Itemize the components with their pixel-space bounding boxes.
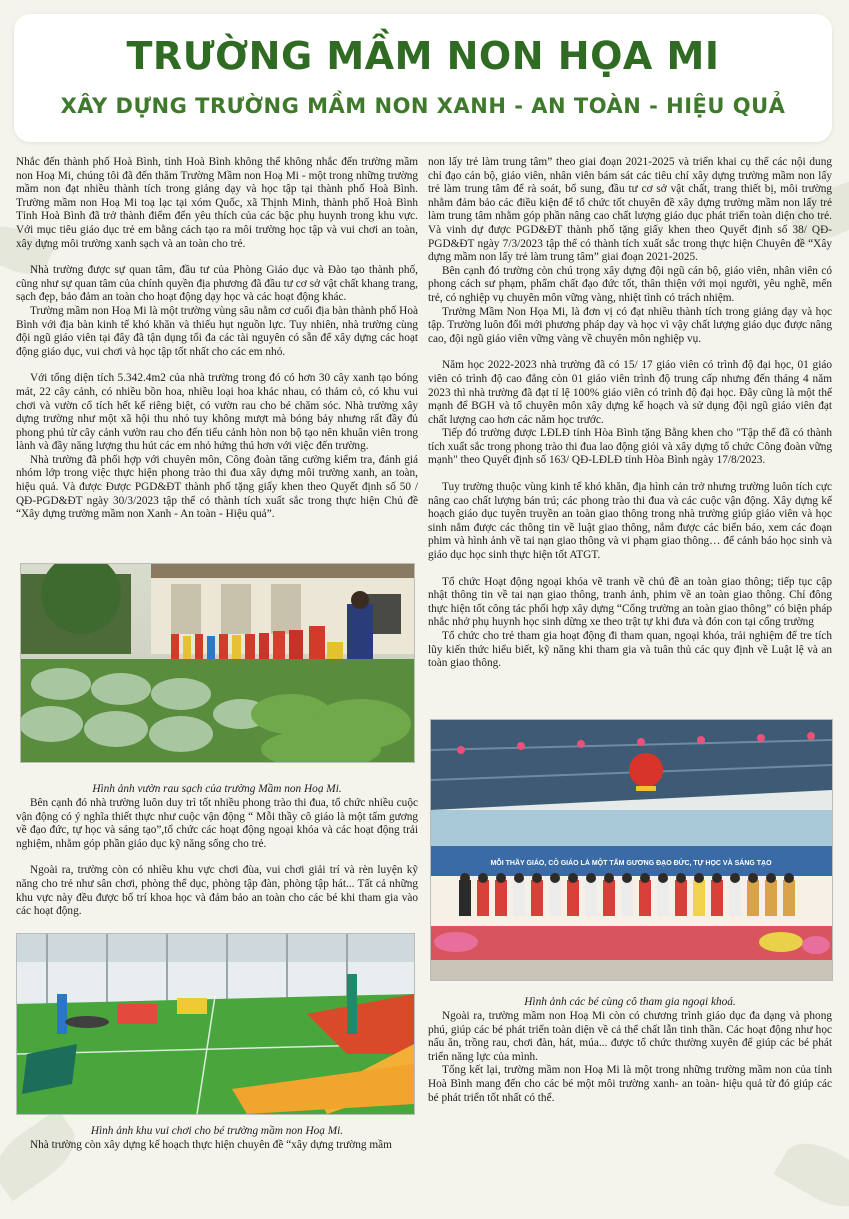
background-leaf bbox=[0, 1109, 86, 1202]
photo-caption: Hình ảnh các bé cùng cô tham gia ngoại khoá. bbox=[524, 996, 736, 1008]
left-column-bottom bbox=[16, 1139, 418, 1153]
left-column-middle bbox=[16, 797, 418, 919]
event-photo bbox=[430, 719, 833, 981]
paragraph: Với tổng diện tích 5.342.4m2 của nhà trường trong đó có hơn 30 cây xanh tạo bóng mát, 22 cây cảnh, có nhiều bồn hoa, nhiều loại hoa khác nhau, có thảm cỏ, có khu vui chơi và vườn cổ tích hết kế riêng biệt, có vườn rau cho bé chăm sóc. Nhà trường xây dựng trường như một xã hội thu nhỏ tuy không mượt mà bóng bảy nhưng rất đầy đủ phong phú từ cây cảnh vườn rau cho đến tiểu cảnh hòn non bộ tạo nên khuân viên trong lành và đầy năng lượng thu hút các em nhỏ hứng thú hơn với việc đến trường. bbox=[16, 372, 418, 453]
paragraph: Ngoài ra, trường còn có nhiều khu vực chơi đùa, vui chơi giải trí và rèn luyện kỹ năng cho trẻ như sân chơi, phòng thể dục, phòng tập đàn, phòng tập hát... Tất cả những khu vực này đều được bố trí khoa học và đảm bảo an toàn cho các bé khi tham gia vào các hoạt động. bbox=[16, 864, 418, 918]
right-column-bottom bbox=[428, 1010, 832, 1105]
left-column-top bbox=[16, 156, 418, 522]
page-subtitle: XÂY DỰNG TRƯỜNG MẦM NON XANH - AN TOÀN - HIỆU QUẢ bbox=[60, 94, 786, 118]
paragraph: Năm học 2022-2023 nhà trường đã có 15/ 17 giáo viên có trình độ đại học, 01 giáo viên có trình độ cao đẳng còn 01 giáo viên trình độ trung cấp nhưng đến tháng 4 năm 2023 thì nhà trường đã đạt tỉ lệ 100% giáo viên có trình độ đại học. Đây cũng là một thế mạnh để BGH và tổ chuyên môn xây dựng kế hoạch và sử dụng đội ngũ giáo viên đạt chất lượng cao hơn các năm học trước. bbox=[428, 359, 832, 426]
paragraph: Ngoài ra, trường mầm non Hoạ Mi còn có chương trình giáo dục đa dạng và phong phú, giúp các bé phát triển toàn diện về cả thể chất lẫn tinh thần. Các hoạt động như học nấu ăn, trồng rau, chơi đàn, hát, múa... được tổ chức thường xuyên để giúp các bé phát triển năng lực của mình. bbox=[428, 1010, 832, 1063]
paragraph: Nhà trường còn xây dựng kế hoạch thực hiện chuyên đề “xây dựng trường mầm bbox=[30, 1139, 392, 1151]
event-banner-text: MỖI THẦY GIÁO, CÔ GIÁO LÀ MỘT TẤM GƯƠNG ĐẠO ĐỨC, TỰ HỌC VÀ SÁNG TẠO bbox=[490, 860, 772, 867]
background-leaf bbox=[774, 1131, 849, 1219]
garden-photo bbox=[20, 563, 415, 763]
paragraph: Bên cạnh đó trường còn chú trọng xây dựng đội ngũ cán bộ, giáo viên, nhân viên có phong cách sư phạm, phẩm chất đạo đức tốt, thân thiện với mọi người, yêu nghề, mến trẻ, có nghiệp vụ chuyên môn vững vàng, nhiệt tình có trách nhiệm. bbox=[428, 264, 832, 304]
paragraph: Tiếp đó trường được LĐLĐ tỉnh Hòa Bình tặng Bằng khen cho "Tập thể đã có thành tích xuất sắc trong phong trào thi đua lao động giỏi và xây dựng tổ chức Công đoàn vững mạnh" theo Quyết định số 163/ QĐ-LĐLĐ tỉnh Hòa Bình ngày 17/8/2023. bbox=[428, 427, 832, 467]
paragraph: Nhà trường đã phối hợp với chuyên môn, Công đoàn tăng cường kiểm tra, đánh giá nhóm lớp trong việc thực hiện phong trào thi đua xây dựng môi trường xanh, an toàn, hiệu quả. Và được Được PGD&ĐT thành phố tặng giấy khen theo Quyết định số 50 / QĐ-PGD&ĐT ngày 30/3/2023 tập thể có thành tích xuất sắc trong thực hiện Chủ đề “Xây dựng trường mầm non Xanh - An toàn - Hiệu quả”. bbox=[16, 453, 418, 521]
header-banner bbox=[14, 14, 832, 142]
paragraph: Tổ chức Hoạt động ngoại khóa vẽ tranh về chủ đề an toàn giao thông; tiếp tục cập nhật thông tin về tai nạn giao thông, tranh ảnh, phim về an toàn giao thông. Chỉ đông thực hiện tốt công tác phối hợp xây dựng “Cổng trường an toàn giao thông” có biện pháp nhắc nhở phụ huynh học sinh dừng xe theo trật tự khi đưa và đón con tại cổng trường bbox=[428, 575, 832, 629]
paragraph: Nhà trường được sự quan tâm, đầu tư của Phòng Giáo dục và Đào tạo thành phố, cũng như sự quan tâm của chính quyền địa phương đã đầu tư cơ sở vật chất khang trang, sạch đẹp, bảo đảm an toàn cho hoạt động dạy học và các hoạt động khác. bbox=[16, 264, 418, 304]
playground-photo bbox=[16, 933, 415, 1115]
page-title: TRƯỜNG MẦM NON HỌA MI bbox=[126, 34, 720, 78]
paragraph: Tổng kết lại, trường mầm non Hoạ Mi là một trong những trường mầm non của tỉnh Hoà Bình mang đến cho các bé một môi trường xanh- an toàn- hiệu quả từ đó giúp các bé phát triển tốt nhất có thể. bbox=[428, 1064, 832, 1104]
paragraph: Tổ chức cho trẻ tham gia hoạt động đi tham quan, ngoại khóa, trải nghiệm để tre tích lũy kiến thức hiểu biết, kỹ năng khi tham gia và tuân thủ các quy định về Luật lệ và an toàn giao thông. bbox=[428, 630, 832, 670]
paragraph: Trường mầm non Hoạ Mi là một trường vùng sâu nằm cơ cuối địa bàn thành phố Hoà Bình với địa bàn kinh tế khó khăn và thiếu hụt nguồn lực. Tuy nhiên, nhà trường cùng đội ngũ giáo viên tại đây đã tận dụng tối đa các tài nguyên có sẵn để xây dựng các hoạt động giáo dục, vui chơi và học tập tốt nhất cho các em nhỏ. bbox=[16, 304, 418, 358]
paragraph: Bên cạnh đó nhà trường luôn duy trì tốt nhiều phong trào thi đua, tổ chức nhiều cuộc vận động có ý nghĩa thiết thực như cuộc vận động “ Mỗi thầy cô giáo là một tấm gương về đạo đức, tự học và sáng tạo”,tổ chức các hoạt động ngoại khóa và các hoạt động trải nghiệm, nhằm góp phần giáo dục kỹ năng sống cho trẻ. bbox=[16, 797, 418, 850]
photo-caption: Hình ảnh khu vui chơi cho bé trường mầm non Hoạ Mi. bbox=[90, 1125, 344, 1137]
paragraph: Tuy trường thuộc vùng kinh tế khó khăn, địa hình cản trở nhưng trường luôn tích cực nâng cao chất lượng bán trú; các phong trào thi đua và các cuộc vận động. Xây dựng kế hoạch giáo dục tuyên truyền an toàn giao thông trong nhà trường giúp giáo viên và học sinh nắm được các thông tin về luật giao thông, nắm được các biển báo, xem các đoạn phim và hình ảnh về tai nạn giao thông và vi phạm giao thông… để cảnh báo học sinh và giáo dục học sinh thực hiện tốt ATGT. bbox=[428, 481, 832, 562]
right-column-top bbox=[428, 156, 832, 671]
paragraph: non lấy trẻ làm trung tâm” theo giai đoạn 2021-2025 và triển khai cụ thể các nội dung chỉ đạo cán bộ, giáo viên, nhân viên bám sát các tiêu chí xây dựng trường mầm non lấy trẻ làm trung tâm để rà soát, bổ sung, đầu tư cơ sở vật chất, trang thiết bị, môi trường nhằm đảm bảo các điều kiện để tổ chức tốt chuyên đề xây dựng trường mầm non lấy trẻ làm trung tâm nhằm góp phần nâng cao chất lượng giáo dục phát triển toàn diện cho trẻ. Và vinh dự được PGD&ĐT thành phố tặng giấy khen theo Quyết định số 38/ QĐ-PGD&ĐT ngày 7/3/2023 tập thể có thành tích xuất sắc trong thực hiện Chuyên đề “Xây dựng mầm non lấy trẻ làm trung tâm” giai đoạn 2021-2025. bbox=[428, 156, 832, 264]
paragraph: Nhắc đến thành phố Hoà Bình, tỉnh Hoà Bình không thể không nhắc đến trường mầm non Hoạ Mi, chúng tôi đã đến thăm Trường Mầm non Hoạ Mi - một trong những trường mầm non đạt nhiều thành tích trong giảng dạy và học tập tại thành phố Hoà Bình. Trường mầm non Hoạ Mi toạ lạc tại xóm Quốc, xã Thịnh Minh, thành phố Hoà Bình Tỉnh Hoà Bình đã trở thành điểm đến yêu thích của các bậc phụ huynh trong khu vực. Với mục tiêu giáo dục trẻ em bằng cách tạo ra môi trường học tập và vui chơi an toàn, xây dựng môi trường xanh sạch và an toàn cho trẻ. bbox=[16, 156, 418, 250]
paragraph: Trường Mầm Non Họa Mi, là đơn vị có đạt nhiều thành tích trong giảng dạy và học tập. Trường luôn đổi mới phương pháp dạy và học vì vậy chất lượng giáo dục được nâng cao, đội ngũ giáo viên vững vàng về chuyên môn nghiệp vụ. bbox=[428, 305, 832, 345]
photo-caption: Hình ảnh vườn rau sạch của trường Mầm non Hoạ Mi. bbox=[92, 783, 342, 795]
